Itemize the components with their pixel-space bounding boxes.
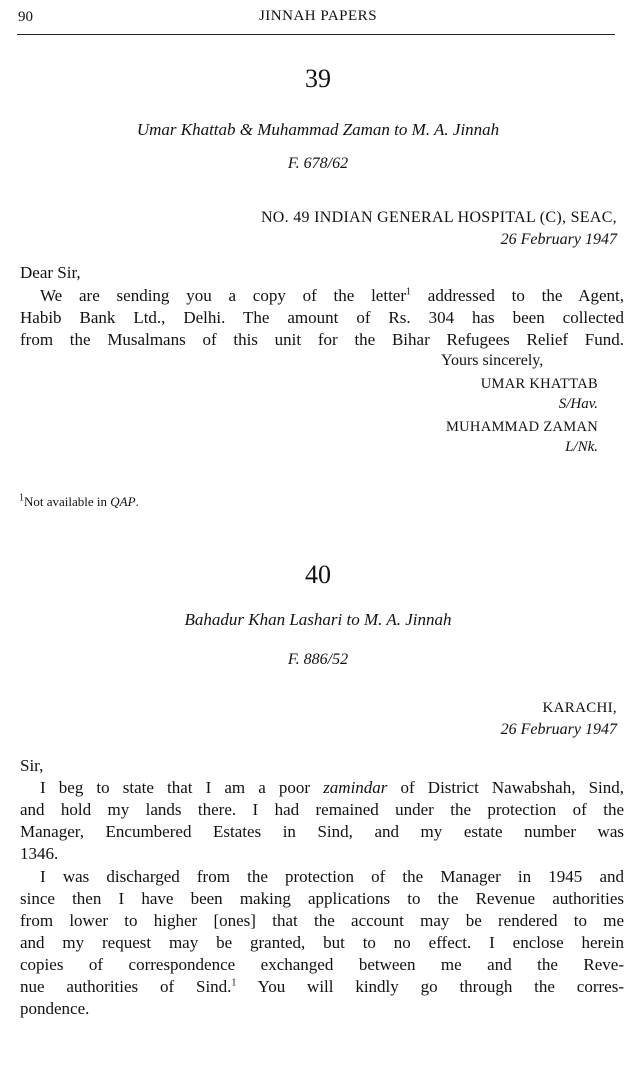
letter-paragraph [20,285,624,351]
file-reference: F. 886/52 [287,651,349,668]
paragraph-line: 1346. [20,844,59,863]
document-heading: Umar Khattab & Muhammad Zaman to M. A. Jinnah [136,120,500,139]
text-run: addressed to the Agent, [411,286,624,305]
closing: Yours sincerely, [441,352,544,369]
paragraph-line: from lower to higher [ones] that the account may be rendered to me [20,911,624,930]
footnote [19,494,139,510]
footnote-mark: 1 [19,492,24,504]
paragraph-line [20,976,624,998]
sender-place: KARACHI, [542,700,617,716]
signatory-name: MUHAMMAD ZAMAN [445,419,598,435]
file-reference: F. 678/62 [287,155,349,172]
header-rule [17,34,615,35]
document-number: 39 [305,64,331,93]
paragraph-line: since then I have been making applications to the Revenue authorities [20,889,624,908]
text-run: I beg to state that I am a poor [40,778,324,797]
text-run: We are sending you a copy of the letter [40,286,407,305]
running-head: JINNAH PAPERS [258,8,378,24]
letter-date: 26 February 1947 [500,231,617,248]
paragraph-line: and hold my lands there. I had remained under the protection of the [20,800,624,819]
salutation: Dear Sir, [20,263,81,282]
signatory-rank: L/Nk. [565,439,598,455]
sender-address: NO. 49 INDIAN GENERAL HOSPITAL (C), SEAC, [260,209,617,226]
paragraph-line [20,285,624,307]
paragraph-line: from the Musalmans of this unit for the Bihar Refugees Relief Fund. [20,330,624,349]
paragraph-line: I was discharged from the protection of the Manager in 1945 and [40,867,624,886]
letter-date: 26 February 1947 [500,721,617,738]
text-run: zamindar [323,778,388,797]
paragraph-line: and my request may be granted, but to no effect. I enclose herein [20,933,624,952]
salutation: Sir, [20,756,44,775]
footnote-text: Not available in [24,494,111,509]
footnote-source: QAP [110,494,136,509]
paragraph-line: pondence. [20,999,90,1018]
footnote-mark: 1 [406,286,412,298]
text-run: You will kindly go through the corres- [236,977,624,996]
paragraph-line: copies of correspondence exchanged between me and the Reve- [20,955,624,974]
paragraph-line: Habib Bank Ltd., Delhi. The amount of Rs. 304 has been collected [20,308,624,327]
footnote-text: . [135,494,139,509]
letter-paragraph [20,777,624,865]
signatory-rank: S/Hav. [558,396,598,412]
page-number: 90 [18,9,33,25]
letter-paragraph [20,866,624,1020]
document-number: 40 [305,560,331,589]
text-run: of District Nawabshah, Sind, [387,778,624,797]
footnote-mark: 1 [231,977,237,989]
text-run: nue authorities of Sind. [20,977,232,996]
paragraph-line [20,777,624,799]
paragraph-line: Manager, Encumbered Estates in Sind, and my estate number was [20,822,624,841]
signatory-name: UMAR KHATTAB [480,376,598,392]
document-heading: Bahadur Khan Lashari to M. A. Jinnah [184,610,452,629]
